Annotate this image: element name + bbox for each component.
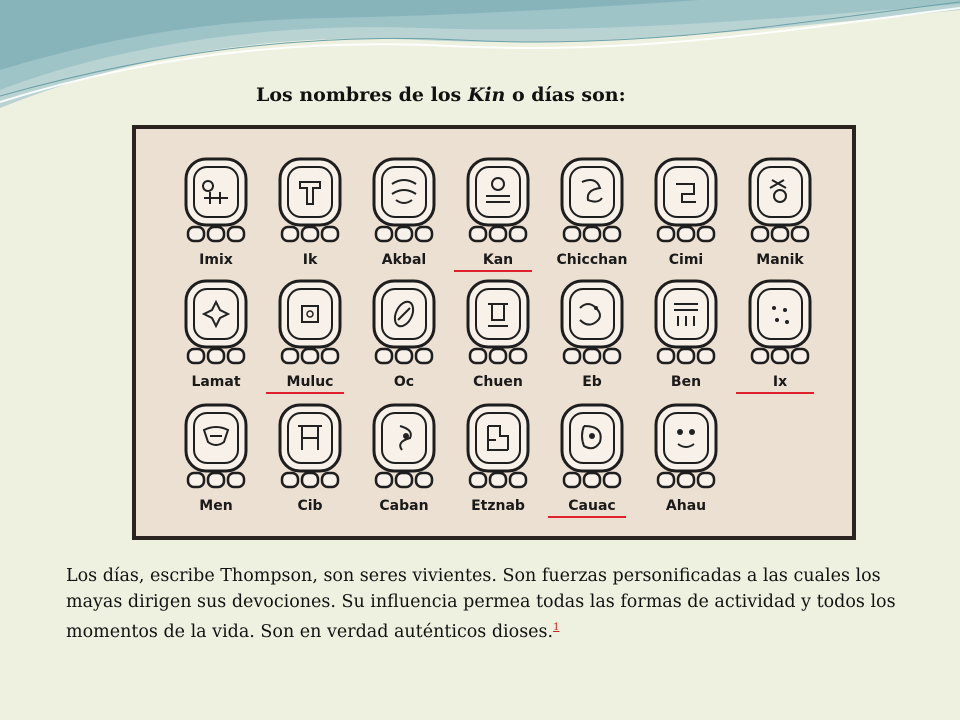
ix-glyph-icon	[742, 277, 818, 373]
caban-glyph-icon	[366, 401, 442, 497]
glyph-panel	[132, 125, 856, 540]
etznab-glyph-icon	[460, 401, 536, 497]
glyph-men	[176, 401, 256, 514]
glyph-eb	[552, 277, 632, 390]
glyph-label: Cib	[297, 498, 323, 514]
glyph-label: Imix	[199, 252, 233, 268]
men-glyph-icon	[178, 401, 254, 497]
glyph-ix	[740, 277, 820, 390]
glyph-label: Oc	[393, 374, 415, 390]
glyph-label: Eb	[582, 374, 602, 390]
glyph-chicchan	[552, 155, 632, 268]
muluc-glyph-icon	[272, 277, 348, 373]
ik-glyph-icon	[272, 155, 348, 251]
ben-glyph-icon	[648, 277, 724, 373]
glyph-lamat	[176, 277, 256, 390]
slide-title: Los nombres de los Kin o días son:	[256, 84, 626, 106]
glyph-akbal	[364, 155, 444, 268]
glyph-manik	[740, 155, 820, 268]
cimi-glyph-icon	[648, 155, 724, 251]
eb-glyph-icon	[554, 277, 630, 373]
glyph-label: Akbal	[381, 252, 427, 268]
chicchan-glyph-icon	[554, 155, 630, 251]
glyph-chuen	[458, 277, 538, 390]
paragraph-text: Los días, escribe Thompson, son seres vivientes. Son fuerzas personificadas a las cuales los mayas dirigen sus devociones. Su influencia permea todas las formas de actividad y todos los momentos de la vida. Son en verdad auténticos dioses.	[66, 566, 896, 642]
title-italic-kin: Kin	[467, 84, 506, 106]
glyph-label: Chuen	[473, 374, 523, 390]
underline-cauac	[548, 516, 626, 518]
glyph-label: Ben	[670, 374, 702, 390]
glyph-muluc	[270, 277, 350, 390]
akbal-glyph-icon	[366, 155, 442, 251]
glyph-label: Cimi	[668, 252, 704, 268]
lamat-glyph-icon	[178, 277, 254, 373]
glyph-cib	[270, 401, 350, 514]
glyph-kan	[458, 155, 538, 268]
glyph-label: Caban	[379, 498, 429, 514]
glyph-label: Cauac	[568, 498, 616, 514]
glyph-ik	[270, 155, 350, 268]
underline-muluc	[266, 392, 344, 394]
glyph-etznab	[458, 401, 538, 514]
glyph-label: Lamat	[191, 374, 241, 390]
glyph-label: Ik	[302, 252, 318, 268]
glyph-label: Ix	[772, 374, 788, 390]
glyph-oc	[364, 277, 444, 390]
glyph-ben	[646, 277, 726, 390]
imix-glyph-icon	[178, 155, 254, 251]
chuen-glyph-icon	[460, 277, 536, 373]
underline-kan	[454, 270, 532, 272]
glyph-label: Etznab	[471, 498, 525, 514]
ahau-glyph-icon	[648, 401, 724, 497]
glyph-label: Muluc	[286, 374, 334, 390]
glyph-cauac	[552, 401, 632, 514]
cauac-glyph-icon	[554, 401, 630, 497]
glyph-ahau	[646, 401, 726, 514]
glyph-label: Men	[199, 498, 233, 514]
glyph-label: Chicchan	[556, 252, 628, 268]
underline-ix	[736, 392, 814, 394]
cib-glyph-icon	[272, 401, 348, 497]
glyph-label: Kan	[482, 252, 514, 268]
glyph-label: Manik	[756, 252, 804, 268]
manik-glyph-icon	[742, 155, 818, 251]
glyph-cimi	[646, 155, 726, 268]
body-paragraph	[66, 563, 896, 645]
glyph-caban	[364, 401, 444, 514]
glyph-imix	[176, 155, 256, 268]
footnote-link[interactable]: 1	[553, 622, 560, 633]
oc-glyph-icon	[366, 277, 442, 373]
kan-glyph-icon	[460, 155, 536, 251]
glyph-label: Ahau	[665, 498, 707, 514]
